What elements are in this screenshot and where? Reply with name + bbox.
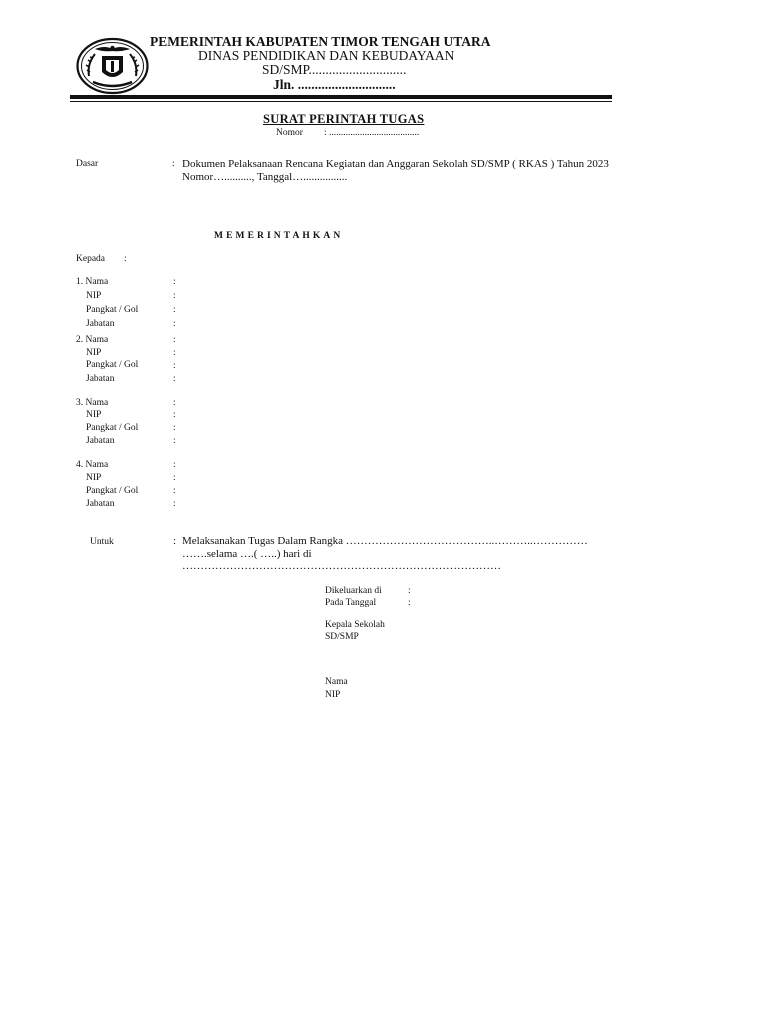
dasar-line-1: Dokumen Pelaksanaan Rencana Kegiatan dan Anggaran Sekolah SD/SMP ( RKAS ) Tahun 2023 (182, 158, 609, 170)
memerintahkan-heading: MEMERINTAHKAN (214, 231, 344, 241)
field-colon: : (173, 361, 176, 371)
field-colon: : (173, 499, 176, 509)
untuk-line-2: …….selama ….( …..) hari di (182, 548, 312, 560)
person-nip-label: NIP (86, 291, 102, 301)
field-colon: : (173, 319, 176, 329)
dikeluarkan-colon: : (408, 586, 411, 596)
person-nama-label: 1. Nama (76, 277, 109, 287)
sekolah-label: SD/SMP (325, 632, 359, 642)
field-colon: : (173, 410, 176, 420)
person-jabatan-label: Jabatan (86, 374, 115, 384)
dasar-colon: : (172, 159, 175, 169)
field-colon: : (173, 374, 176, 384)
kepada-label: Kepada (76, 254, 106, 264)
untuk-line-1: Melaksanakan Tugas Dalam Rangka …………………………………..………..…………… (182, 535, 588, 547)
pada-tanggal-label: Pada Tanggal (325, 598, 377, 608)
field-colon: : (173, 305, 176, 315)
nomor-value: : ...................................... (324, 128, 420, 138)
field-colon: : (173, 348, 176, 358)
person-pangkat-label: Pangkat / Gol (86, 486, 139, 496)
field-colon: : (173, 486, 176, 496)
school-name: SD/SMP............................. (262, 62, 407, 77)
person-nama-label: 2. Nama (76, 335, 109, 345)
field-colon: : (173, 277, 176, 287)
dikeluarkan-label: Dikeluarkan di (325, 586, 382, 596)
header-rule-thick (70, 95, 612, 99)
person-pangkat-label: Pangkat / Gol (86, 305, 139, 315)
person-nama-label: 3. Nama (76, 398, 109, 408)
untuk-colon: : (173, 535, 177, 547)
untuk-label: Untuk (90, 537, 114, 547)
field-colon: : (173, 436, 176, 446)
regency-emblem-icon (75, 36, 150, 96)
field-colon: : (173, 398, 176, 408)
person-nama-label: 4. Nama (76, 460, 109, 470)
kepada-colon: : (124, 254, 127, 264)
government-name: PEMERINTAH KABUPATEN TIMOR TENGAH UTARA (150, 34, 491, 49)
signer-nip-label: NIP (325, 690, 341, 700)
field-colon: : (173, 423, 176, 433)
person-jabatan-label: Jabatan (86, 319, 115, 329)
field-colon: : (173, 460, 176, 470)
person-nip-label: NIP (86, 348, 102, 358)
header-rule-thin (70, 101, 612, 102)
field-colon: : (173, 291, 176, 301)
document-title: SURAT PERINTAH TUGAS (263, 112, 425, 126)
pada-tanggal-colon: : (408, 598, 411, 608)
person-jabatan-label: Jabatan (86, 499, 115, 509)
school-address: Jln. ............................. (273, 77, 396, 92)
person-jabatan-label: Jabatan (86, 436, 115, 446)
untuk-line-3: …………………………………………………………………………… (182, 560, 501, 572)
signer-nama-label: Nama (325, 677, 348, 687)
person-nip-label: NIP (86, 473, 102, 483)
dasar-label: Dasar (76, 159, 99, 169)
dasar-line-2: Nomor….........., Tanggal…................ (182, 171, 348, 183)
person-pangkat-label: Pangkat / Gol (86, 423, 139, 433)
person-pangkat-label: Pangkat / Gol (86, 360, 139, 370)
department-name: DINAS PENDIDIKAN DAN KEBUDAYAAN (198, 48, 455, 63)
field-colon: : (173, 335, 176, 345)
kepala-sekolah-label: Kepala Sekolah (325, 620, 385, 630)
person-nip-label: NIP (86, 410, 102, 420)
nomor-label: Nomor (276, 128, 303, 138)
field-colon: : (173, 473, 176, 483)
